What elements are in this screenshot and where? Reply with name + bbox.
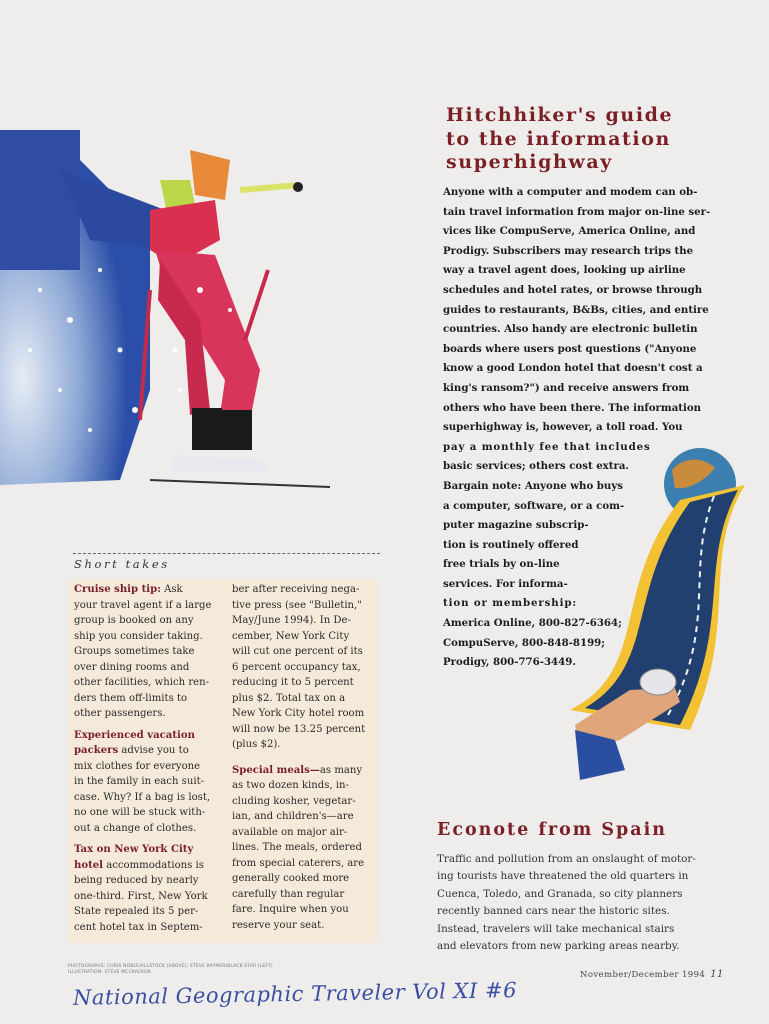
special-meals-line: reserve your seat. bbox=[232, 919, 325, 931]
nyc-tax-line: 6 percent occupancy tax, bbox=[232, 661, 361, 673]
cruise-tip-text: Ask bbox=[160, 584, 183, 595]
nyc-tax-line: State repealed its 5 per- bbox=[74, 906, 199, 917]
nyc-tax-line: plus $2. Total tax on a bbox=[232, 692, 346, 704]
special-meals-text: as many bbox=[319, 764, 363, 776]
skier-photo bbox=[0, 90, 340, 500]
hitchhiker-title-line: to the information bbox=[446, 127, 671, 150]
photo-credits bbox=[68, 964, 328, 976]
vacation-packers-text: advise you to bbox=[118, 745, 189, 756]
hitchhiker-contact-compuserve: CompuServe, 800-848-8199; bbox=[443, 636, 606, 649]
vacation-packers-lead: Experienced vacation bbox=[74, 729, 195, 741]
short-takes-column-2 bbox=[232, 582, 380, 933]
hitchhiker-body-line: schedules and hotel rates, or browse through bbox=[443, 283, 703, 296]
hitchhiker-body-line: free trials by on-line bbox=[443, 558, 560, 571]
hitchhiker-body-line: services. For informa- bbox=[443, 577, 568, 590]
nyc-tax-line: tive press (see "Bulletin," bbox=[232, 599, 362, 611]
vacation-packers-line bbox=[74, 743, 224, 759]
page-folio bbox=[580, 969, 724, 980]
handwritten-annotation: National Geographic Traveler Vol XI #6 bbox=[72, 978, 518, 1010]
hitchhiker-contact-prodigy: Prodigy, 800-776-3449. bbox=[443, 656, 576, 669]
hitchhiker-body-line: boards where users post questions ("Anyone bbox=[443, 342, 697, 355]
hitchhiker-body-line: basic services; others cost extra. bbox=[443, 460, 629, 473]
nyc-tax-text: accommodations is bbox=[103, 859, 204, 871]
special-meals-line: as two dozen kinds, in- bbox=[232, 780, 349, 791]
hitchhiker-title-line: superhighway bbox=[446, 151, 613, 173]
cruise-tip-line: Groups sometimes take bbox=[74, 646, 195, 657]
special-meals-lead: Special meals— bbox=[232, 764, 320, 776]
nyc-tax-line: New York City hotel room bbox=[232, 708, 365, 719]
hitchhiker-body bbox=[443, 183, 726, 673]
vacation-packers-line: mix clothes for everyone bbox=[74, 760, 201, 772]
cruise-tip-line: over dining rooms and bbox=[74, 661, 190, 673]
nyc-tax-line: May/June 1994). In De- bbox=[232, 615, 351, 626]
nyc-tax-line: cember, New York City bbox=[232, 630, 350, 642]
econote-title: Econote from Spain bbox=[437, 820, 667, 840]
vacation-packers-line: out a change of clothes. bbox=[74, 822, 197, 834]
special-meals-line: ian, and children's—are bbox=[232, 811, 354, 822]
hitchhiker-body-line: tion is routinely offered bbox=[443, 538, 579, 551]
cruise-tip-line bbox=[74, 582, 224, 598]
special-meals-line bbox=[232, 763, 380, 779]
vacation-packers-line: no one will be stuck with- bbox=[74, 807, 206, 818]
hitchhiker-body-line: know a good London hotel that doesn't cost a bbox=[443, 362, 703, 375]
paragraph-gap bbox=[232, 753, 380, 763]
special-meals-line: carefully than regular bbox=[232, 888, 345, 900]
special-meals-line: cluding kosher, vegetar- bbox=[232, 795, 356, 807]
hitchhiker-body-line: a computer, software, or a com- bbox=[443, 499, 625, 512]
hitchhiker-body-line: Bargain note: Anyone who buys bbox=[443, 479, 623, 492]
hitchhiker-body-line: Anyone with a computer and modem can ob- bbox=[443, 186, 698, 198]
photo-credit-line: PHOTOGRAPHS: CHRIS NOBLE/ALLSTOCK (ABOVE); STEVE RAYMER/BLACK STAR (LEFT) bbox=[68, 964, 273, 969]
hitchhiker-body-line: superhighway is, however, a toll road. You bbox=[443, 421, 683, 434]
cruise-tip-line: other facilities, which ren- bbox=[74, 677, 210, 688]
hitchhiker-title bbox=[446, 104, 746, 175]
hitchhiker-body-line: way a travel agent does, looking up airline bbox=[443, 264, 686, 277]
cruise-tip-line: group is booked on any bbox=[74, 615, 194, 626]
econote-line: ing tourists have threatened the old quarters in bbox=[437, 870, 689, 883]
special-meals-line: fare. Inquire when you bbox=[232, 904, 349, 915]
cruise-tip-line: other passengers. bbox=[74, 708, 166, 719]
hitchhiker-contact-aol: America Online, 800-827-6364; bbox=[443, 617, 622, 630]
nyc-tax-line: being reduced by nearly bbox=[74, 875, 199, 886]
hitchhiker-body-line: king's ransom?") and receive answers from bbox=[443, 381, 690, 394]
short-takes-column-1 bbox=[74, 582, 224, 935]
special-meals-line: generally cooked more bbox=[232, 873, 350, 884]
econote-line: and elevators from new parking areas nearby. bbox=[437, 940, 680, 953]
special-meals-line: lines. The meals, ordered bbox=[232, 842, 362, 853]
special-meals-line: available on major air- bbox=[232, 826, 348, 838]
issue-date: November/December 1994 bbox=[580, 970, 706, 980]
cruise-tip-line: ship you consider taking. bbox=[74, 630, 203, 642]
short-takes-heading: Short takes bbox=[74, 557, 170, 571]
hitchhiker-body-line: tion or membership: bbox=[443, 597, 578, 610]
hitchhiker-body-line: tain travel information from major on-line ser- bbox=[443, 205, 711, 218]
econote-line: Instead, travelers will take mechanical stairs bbox=[437, 922, 675, 935]
nyc-tax-lead-2: hotel bbox=[74, 859, 103, 871]
vacation-packers-line: case. Why? If a bag is lost, bbox=[74, 791, 211, 803]
hitchhiker-body-line: vices like CompuServe, America Online, and bbox=[443, 225, 696, 238]
nyc-tax-line bbox=[74, 858, 224, 874]
illustration-credit-line: ILLUSTRATION: STEVE MCCRACKEN bbox=[68, 970, 151, 975]
econote-body bbox=[437, 851, 712, 955]
nyc-tax-lead: Tax on New York City bbox=[74, 844, 194, 855]
hitchhiker-body-line: Prodigy. Subscribers may research trips the bbox=[443, 244, 694, 257]
special-meals-line: from special caterers, are bbox=[232, 857, 365, 869]
econote-line: recently banned cars near the historic sites. bbox=[437, 905, 670, 918]
vacation-packers-lead-2: packers bbox=[74, 745, 119, 756]
cruise-tip-line: your travel agent if a large bbox=[74, 599, 212, 611]
hitchhiker-body-line: puter magazine subscrip- bbox=[443, 519, 589, 532]
nyc-tax-line: reducing it to 5 percent bbox=[232, 677, 354, 688]
hitchhiker-body-line: countries. Also handy are electronic bulletin bbox=[443, 323, 698, 336]
nyc-tax-line: (plus $2). bbox=[232, 739, 281, 750]
nyc-tax-line: cent hotel tax in Septem- bbox=[74, 921, 203, 933]
vacation-packers-line: in the family in each suit- bbox=[74, 776, 205, 787]
hitchhiker-body-line: pay a monthly fee that includes bbox=[443, 440, 651, 453]
hitchhiker-title-line: Hitchhiker's guide bbox=[446, 104, 674, 126]
cruise-tip-lead: Cruise ship tip: bbox=[74, 584, 161, 595]
nyc-tax-line: one-third. First, New York bbox=[74, 890, 208, 902]
nyc-tax-line: will cut one percent of its bbox=[232, 646, 363, 657]
hitchhiker-body-line: guides to restaurants, B&Bs, cities, and entire bbox=[443, 303, 709, 316]
econote-line: Cuenca, Toledo, and Granada, so city planners bbox=[437, 887, 683, 900]
hitchhiker-body-line: others who have been there. The information bbox=[443, 401, 702, 414]
econote-line: Traffic and pollution from an onslaught of motor- bbox=[437, 853, 696, 865]
cruise-tip-line: ders them off-limits to bbox=[74, 692, 188, 704]
short-takes-divider bbox=[73, 553, 380, 554]
nyc-tax-line: will now be 13.25 percent bbox=[232, 723, 366, 735]
nyc-tax-line: ber after receiving nega- bbox=[232, 584, 360, 595]
page-number: 11 bbox=[710, 969, 724, 980]
